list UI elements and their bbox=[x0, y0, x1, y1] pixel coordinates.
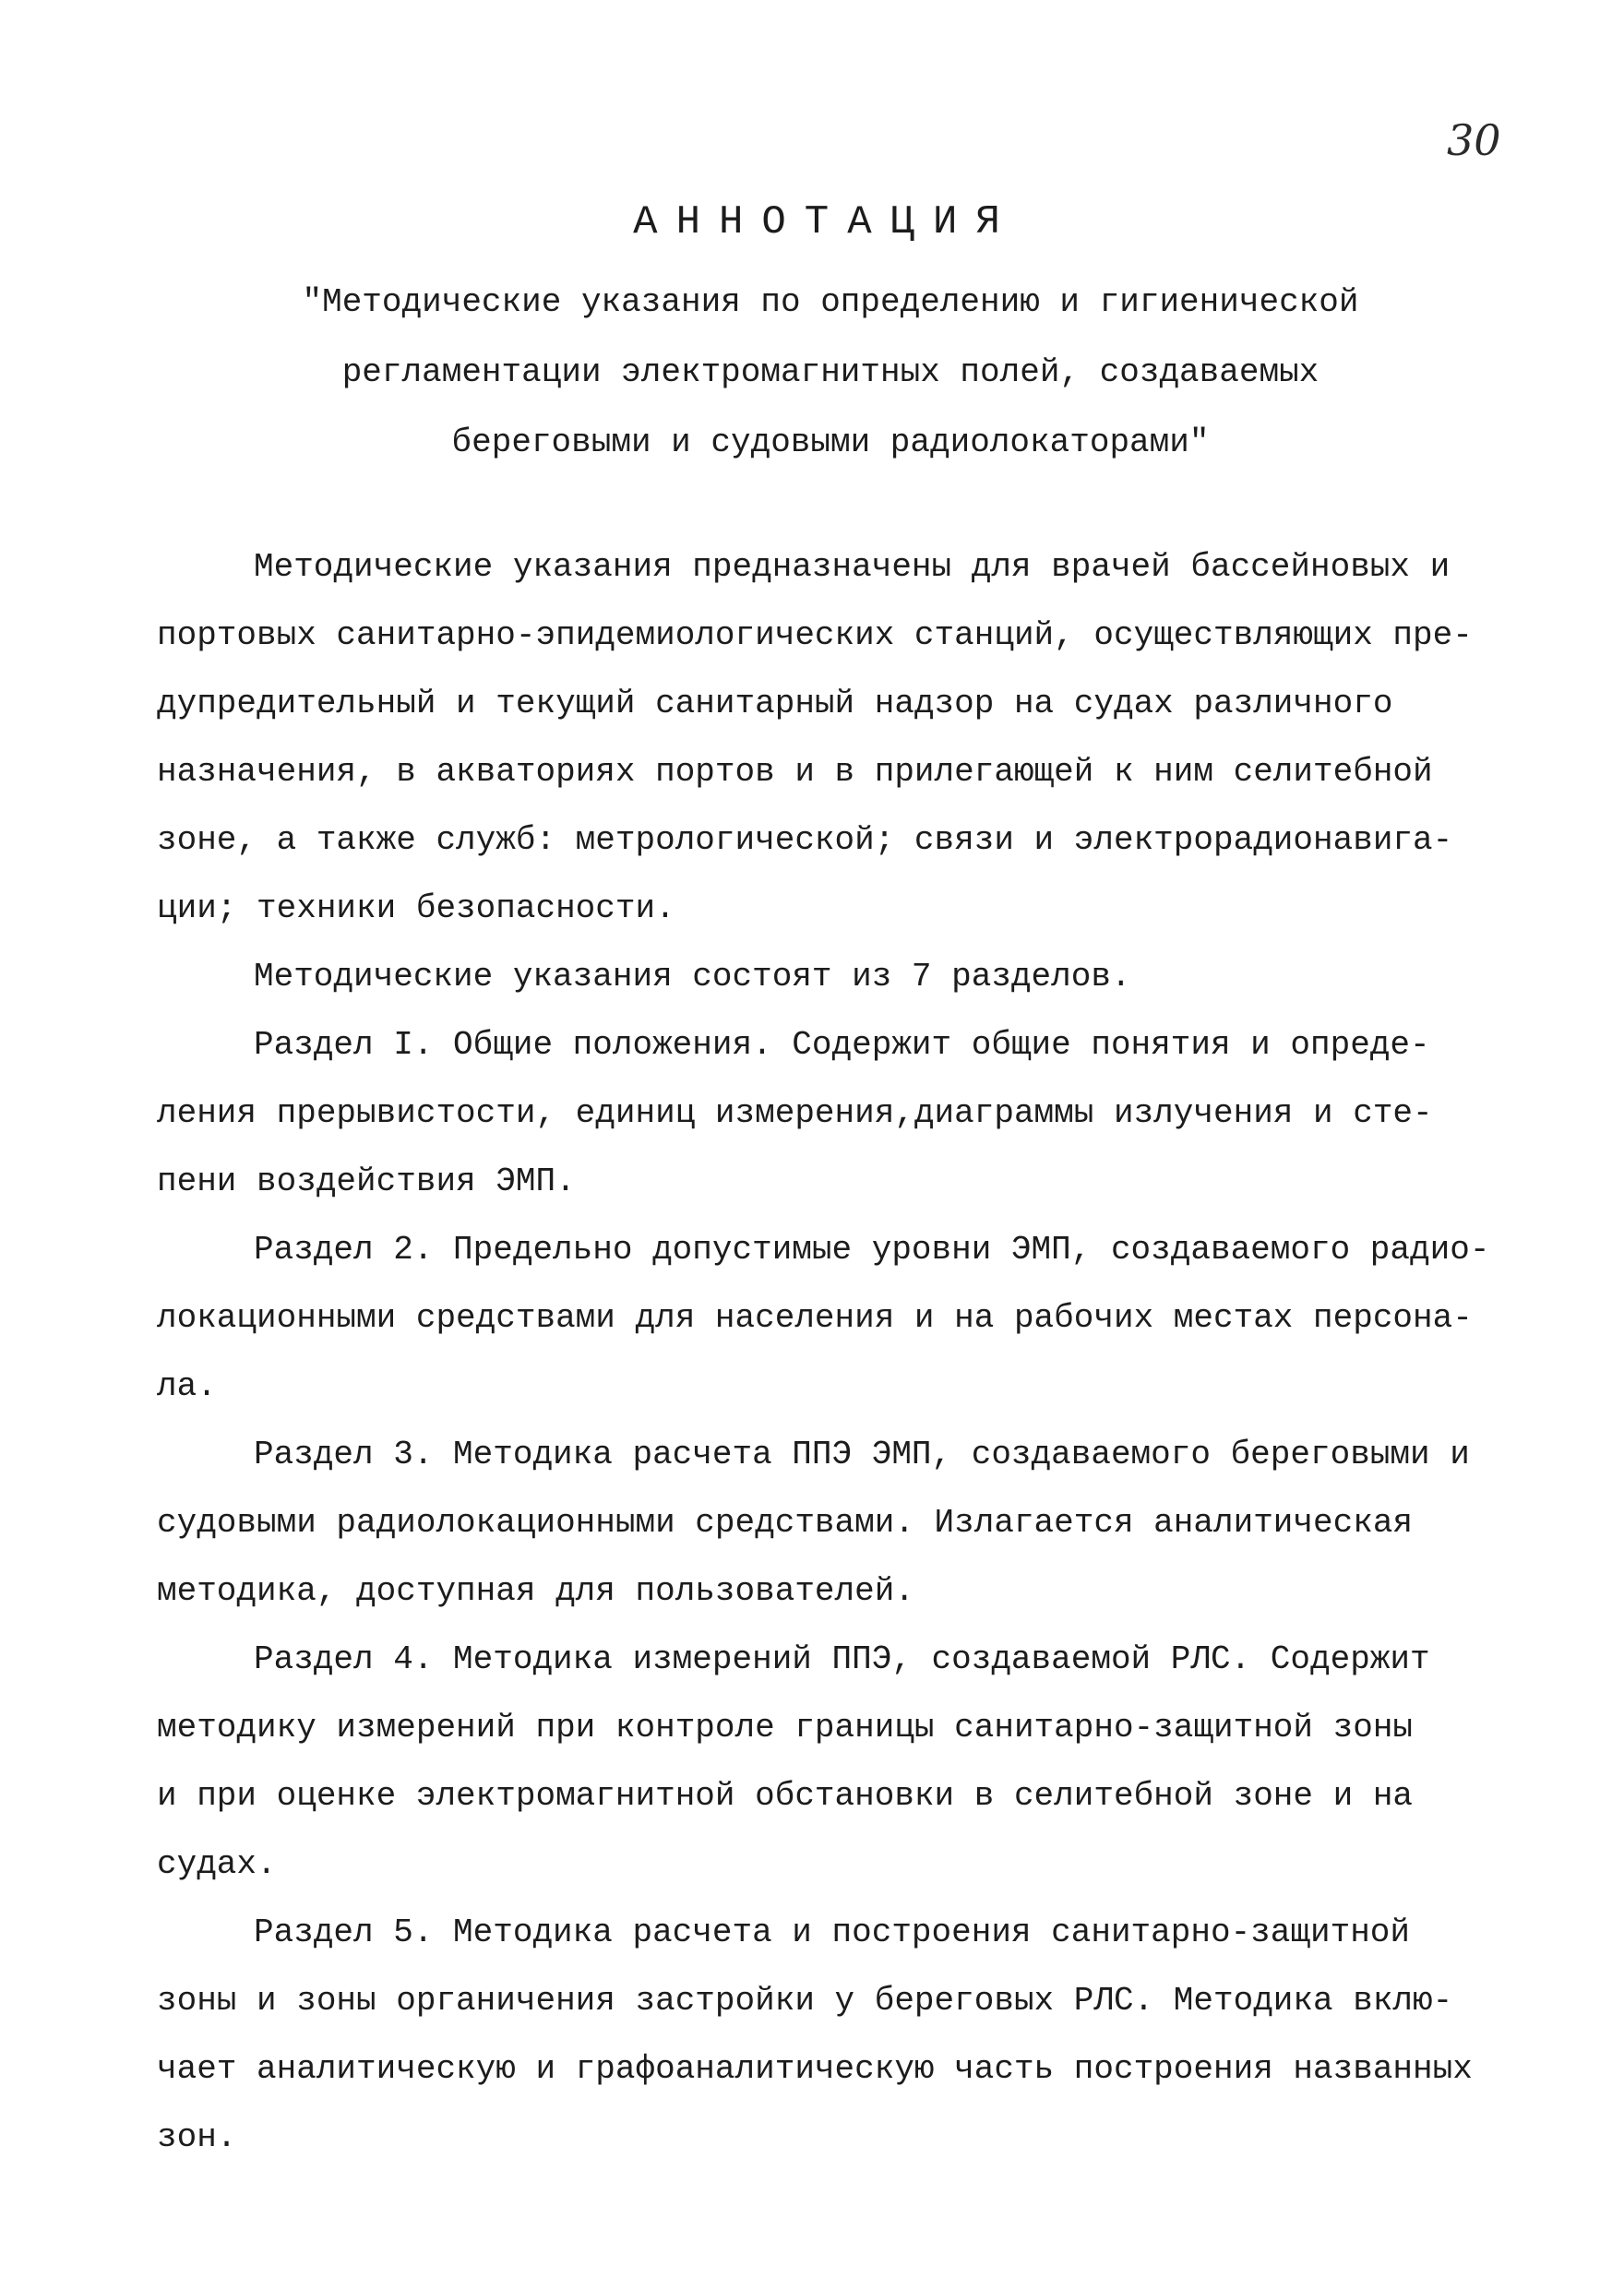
text-line: ции; техники безопасности. bbox=[157, 889, 675, 927]
text-line: пени воздействия ЭМП. bbox=[157, 1162, 576, 1200]
text-line: зон. bbox=[157, 2118, 237, 2156]
paragraph-section-2 bbox=[157, 1216, 1513, 1421]
text-line: чает аналитическую и графоаналитическую часть построения названных bbox=[157, 2050, 1473, 2088]
text-line: портовых санитарно-эпидемиологических станций, осуществляющих пре- bbox=[157, 616, 1473, 654]
text-line: зоны и зоны органичения застройки у береговых РЛС. Методика вклю- bbox=[157, 1982, 1453, 2020]
text-line: судовыми радиолокационными средствами. Излагается аналитическая bbox=[157, 1504, 1414, 1542]
text-line: Раздел 4. Методика измерений ППЭ, создаваемой РЛС. Содержит bbox=[254, 1640, 1430, 1678]
text-line: методику измерений при контроле границы санитарно-защитной зоны bbox=[157, 1709, 1414, 1747]
text-line: Раздел 2. Предельно допустимые уровни ЭМП, создаваемого радио- bbox=[254, 1231, 1490, 1269]
paragraph-section-1 bbox=[157, 1011, 1513, 1216]
subtitle-line: береговыми и судовыми радиолокаторами" bbox=[451, 423, 1210, 461]
annotation-body bbox=[157, 533, 1513, 2172]
document-title: АННОТАЦИЯ bbox=[633, 199, 1019, 245]
text-line: локационными средствами для населения и на рабочих местах персона- bbox=[157, 1299, 1473, 1337]
paragraph-purpose bbox=[157, 533, 1513, 943]
subtitle-line: "Методические указания по определению и гигиенической bbox=[302, 283, 1359, 321]
text-line: и при оценке электромагнитной обстановки в селитебной зоне и на bbox=[157, 1777, 1414, 1815]
text-line: Раздел 5. Методика расчета и построения санитарно-защитной bbox=[254, 1913, 1411, 1951]
page-number: 30 bbox=[1447, 115, 1501, 165]
document-subtitle bbox=[138, 268, 1522, 478]
paragraph-section-5 bbox=[157, 1899, 1513, 2172]
text-line: методика, доступная для пользователей. bbox=[157, 1572, 914, 1610]
paragraph-section-3 bbox=[157, 1421, 1513, 1626]
text-line: Раздел I. Общие положения. Содержит общие понятия и опреде- bbox=[254, 1026, 1430, 1064]
paragraph-structure bbox=[157, 943, 1513, 1011]
paragraph-section-4 bbox=[157, 1626, 1513, 1899]
text-line: зоне, а также служб: метрологической; связи и электрорадионавига- bbox=[157, 821, 1453, 859]
subtitle-line: регламентации электромагнитных полей, создаваемых bbox=[341, 353, 1320, 391]
text-line: назначения, в акваториях портов и в прилегающей к ним селитебной bbox=[157, 753, 1433, 791]
text-line: Методические указания состоят из 7 разделов. bbox=[254, 958, 1131, 995]
text-line: дупредительный и текущий санитарный надзор на судах различного bbox=[157, 685, 1393, 722]
text-line: судах. bbox=[157, 1845, 277, 1883]
text-line: Методические указания предназначены для врачей бассейновых и bbox=[254, 548, 1451, 586]
text-line: ления прерывистости, единиц измерения,диаграммы излучения и сте- bbox=[157, 1094, 1433, 1132]
text-line: ла. bbox=[157, 1367, 217, 1405]
text-line: Раздел 3. Методика расчета ППЭ ЭМП, создаваемого береговыми и bbox=[254, 1436, 1470, 1473]
